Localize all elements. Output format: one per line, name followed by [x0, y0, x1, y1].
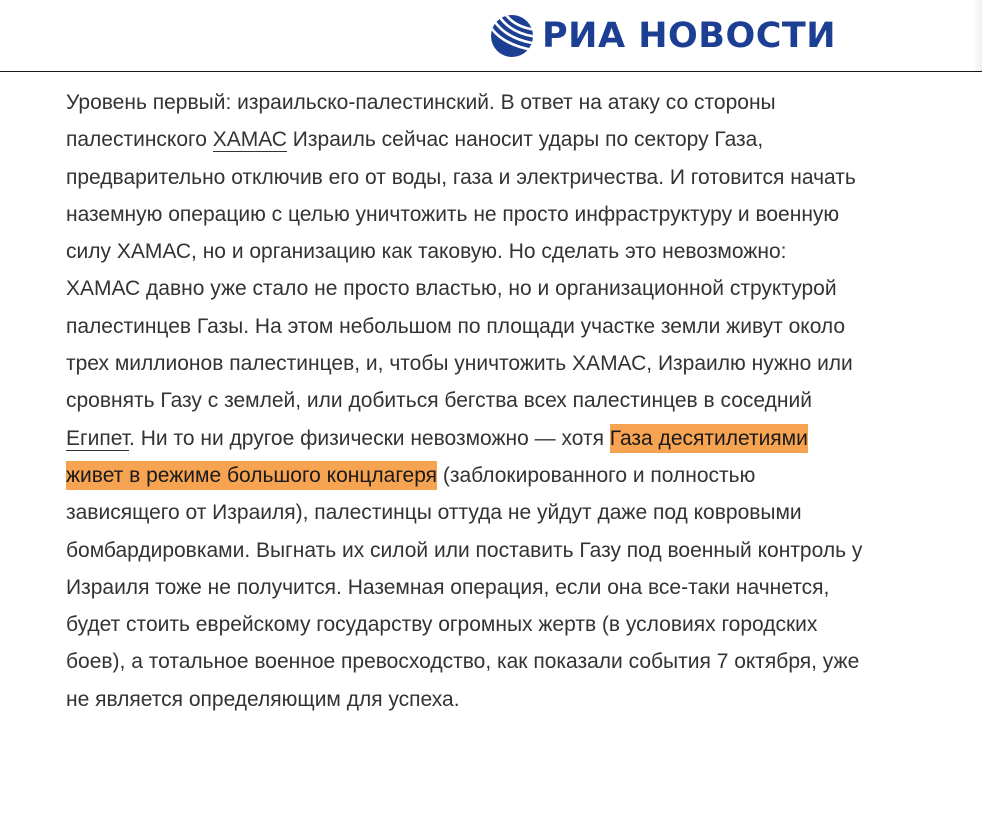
- ria-globe-icon: [490, 14, 534, 58]
- logo-text: РИА НОВОСТИ: [542, 16, 837, 56]
- link-egypt[interactable]: Египет: [66, 426, 130, 450]
- paragraph-text-3: . Ни то ни другое физически невозможно — хотя: [129, 426, 610, 450]
- highlighted-quote: Газа десятилетиями живет в режиме большого концлагеря: [66, 424, 808, 490]
- site-header: [0, 0, 982, 72]
- article-paragraph: [66, 84, 866, 718]
- paragraph-text-1: Уровень первый: израильско-палестинский. В ответ на атаку со стороны палестинского: [66, 91, 776, 152]
- link-hamas[interactable]: ХАМАС: [212, 128, 287, 152]
- scroll-edge-shadow: [972, 0, 982, 72]
- paragraph-text-4: (заблокированного и полностью зависящего от Израиля), палестинцы оттуда не уйдут даже под ковровыми бомбардировками. Выгнать их силой или поставить Газу под военный контроль у Израиля тоже не получится. Наземная операция, если она все-таки начнется, будет стоить еврейскому государству огромных жертв (в условиях городских боев), а тотальное военное превосходство, как показали события 7 октября, уже не является определяющим для успеха.: [66, 463, 863, 711]
- paragraph-text-2: Израиль сейчас наносит удары по сектору Газа, предварительно отключив его от воды, газа и электричества. И готовится начать наземную операцию с целью уничтожить не просто инфраструктуру и военную силу ХАМАС, но и организацию как таковую. Но сделать это невозможно: ХАМАС давно уже стало не просто властью, но и организационной структурой палестинцев Газы. На этом небольшом по площади участке земли живут около трех миллионов палестинцев, и, чтобы уничтожить ХАМАС, Израилю нужно или сровнять Газу с землей, или добиться бегства всех палестинцев в соседний: [66, 128, 856, 413]
- ria-novosti-logo[interactable]: [490, 13, 836, 59]
